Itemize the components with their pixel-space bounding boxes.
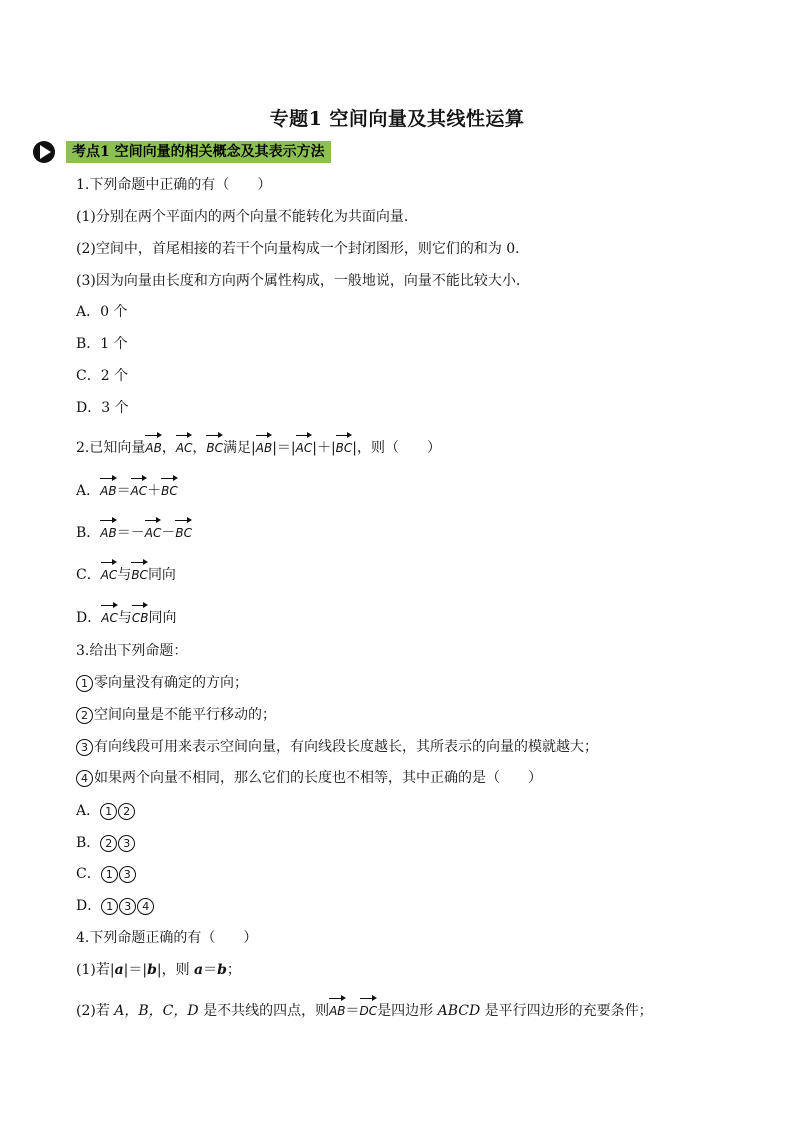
q3-option-c: C． 1 3: [76, 864, 137, 884]
q3-option-b: B． 2 3: [76, 833, 136, 853]
q3-option-a: A． 1 2: [76, 801, 136, 821]
q1-option-a: A．0 个: [76, 304, 128, 320]
q1-option-d: D．3 个: [76, 400, 129, 416]
page-title: 专题1 空间向量及其线性运算: [269, 108, 525, 130]
section-header: [32, 141, 331, 163]
q1-statement-3: (3)因为向量由长度和方向两个属性构成，一般地说，向量不能比较大小．: [76, 273, 530, 289]
q3-statement-4: 4 如果两个向量不相同，那么它们的长度也不相等，其中正确的是（ ）: [76, 768, 542, 788]
q2-option-a: A．AB＝AC＋BC: [76, 477, 178, 501]
vector-ab: AB: [145, 434, 161, 458]
q3-statement-2: 2 空间向量是不能平行移动的；: [76, 705, 276, 725]
q4-statement-2: (2)若 A，B，C，D 是不共线的四点，则AB＝DC是四边形 ABCD 是平行四边形的充要条件；: [76, 997, 653, 1021]
q1-stem: 1.下列命题中正确的有（ ）: [76, 177, 272, 193]
q1-option-c: C．2 个: [76, 368, 129, 384]
vector-bc: BC: [336, 434, 353, 458]
q3-statement-1: 1 零向量没有确定的方向；: [76, 673, 248, 693]
q4-statement-1: (1)若|a|＝|b|，则 a＝b；: [76, 962, 241, 978]
vector-ac: AC: [176, 434, 193, 458]
q3-option-d: D． 1 3 4: [76, 896, 155, 916]
q2-option-b: B．AB＝－AC－BC: [76, 519, 192, 543]
q2-option-c: C．AC与BC同向: [76, 561, 176, 585]
q2-stem: 2.已知向量AB，AC，BC满足|AB|＝|AC|＋|BC|，则（ ）: [76, 434, 441, 458]
vector-ab: AB: [256, 434, 272, 458]
q2-option-d: D．AC与CB同向: [76, 604, 176, 628]
q1-statement-2: (2)空间中，首尾相接的若干个向量构成一个封闭图形，则它们的和为 0．: [76, 241, 530, 257]
vector-bc: BC: [206, 434, 223, 458]
section-label: 考点1 空间向量的相关概念及其表示方法: [66, 141, 331, 163]
q4-stem: 4.下列命题正确的有（ ）: [76, 930, 258, 946]
q3-stem: 3.给出下列命题：: [76, 643, 188, 659]
q1-statement-1: (1)分别在两个平面内的两个向量不能转化为共面向量．: [76, 209, 418, 225]
q3-statement-3: 3 有向线段可用来表示空间向量，有向线段长度越长，其所表示的向量的模就越大；: [76, 737, 598, 757]
arrow-right-icon: [32, 140, 56, 164]
q1-option-b: B．1 个: [76, 336, 128, 352]
vector-ac: AC: [296, 434, 313, 458]
